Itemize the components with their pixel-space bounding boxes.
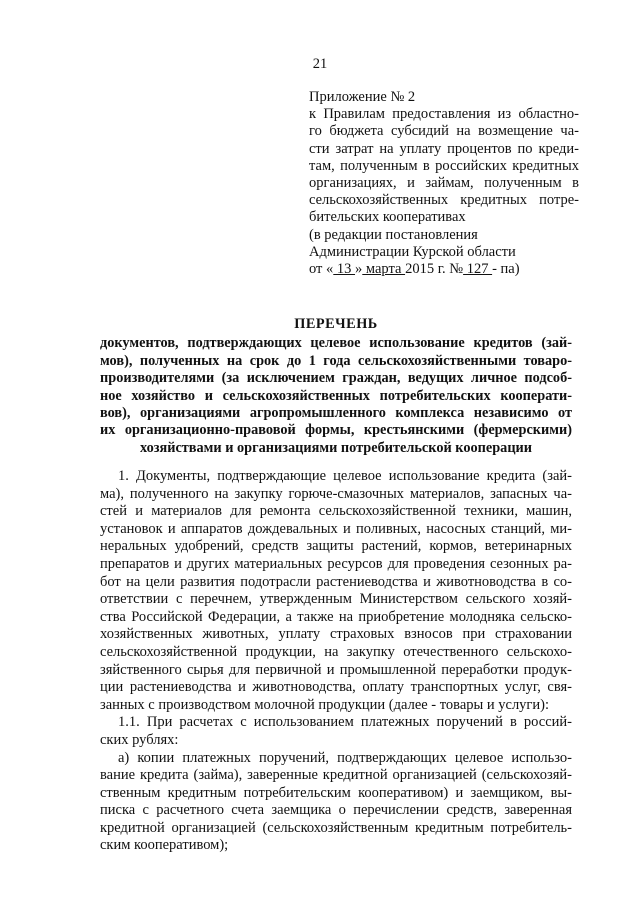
body-line: хозяйственных животных, уплату страховых взносов при страховании (100, 626, 572, 643)
body-line: ства Российской Федерации, а также на приобретение молодняка сельско- (100, 608, 572, 625)
annex-line: организациях, и займам, полученным в (309, 175, 579, 192)
annex-header (309, 89, 579, 278)
body-line: ственным кредитным потребительским кооперативом) и заемщиком, вы- (100, 784, 572, 801)
title-heading: ПЕРЕЧЕНЬ (294, 316, 378, 332)
page-number: 21 (312, 56, 328, 72)
annex-date-line (309, 261, 579, 278)
body-line: 1. Документы, подтверждающие целевое использование кредита (зай- (118, 468, 572, 484)
body-line: бот на цели развития подотрасли растениеводства и животноводства в со- (100, 573, 572, 590)
annex-date-year: 2015 г. № (405, 261, 464, 278)
annex-line: го бюджета субсидий на возмещение ча- (309, 123, 579, 140)
title-line: производителями (за исключением граждан, ведущих личное подсоб- (100, 370, 572, 387)
annex-line: к Правилам предоставления из областно- (309, 106, 579, 123)
body-line: ции растениеводства и животноводства, оплату транспортных услуг, свя- (100, 679, 572, 696)
body-line: а) копии платежных поручений, подтверждающих целевое использо- (118, 749, 572, 766)
annex-line: сельскохозяйственных кредитных потре- (309, 192, 579, 209)
body-line: сельскохозяйственной продукции, на закупку отечественного сельскохо- (100, 643, 572, 660)
annex-line: сти затрат на уплату процентов по креди- (309, 140, 579, 157)
body-line: стей и материалов для ремонта сельскохозяйственной техники, машин, (100, 503, 572, 520)
title-line: их организационно-правовой формы, крестьянскими (фермерскими) (100, 422, 572, 439)
body-line: зяйственного сырья для первичной и промышленной переработки продук- (100, 661, 572, 678)
annex-line: Администрации Курской области (309, 243, 516, 260)
annex-line: бительских кооперативах (309, 209, 466, 226)
title-line: мов), полученных на срок до 1 года сельскохозяйственными товаро- (100, 352, 572, 369)
annex-line: там, полученным в российских кредитных (309, 157, 579, 174)
document-title (100, 316, 572, 457)
body-line: кредитной организацией (сельскохозяйственным кредитным потребитель- (100, 819, 572, 836)
title-line: хозяйствами и организациями потребительской кооперации (139, 439, 533, 456)
body-line: занных с производством молочной продукции (далее - товары и услуги): (100, 696, 549, 713)
annex-date-sep: » (355, 261, 363, 278)
body-line: установок и аппаратов дождевальных и поливных, насосных станций, ми- (100, 520, 572, 537)
annex-date-day: 13 (333, 261, 356, 278)
body-line: ским кооперативом); (100, 837, 229, 854)
annex-date-prefix: от « (309, 261, 334, 278)
body-line: писка с расчетного счета заемщика о перечислении средств, заверенная (100, 802, 572, 819)
title-line: документов, подтверждающих целевое использование кредитов (зай- (100, 335, 572, 352)
annex-decree-number: 127 (463, 261, 493, 278)
annex-line: Приложение № 2 (309, 89, 416, 105)
body-line: ских рублях: (100, 731, 179, 748)
document-body (100, 468, 572, 855)
body-line: неральных удобрений, средств защиты растений, кормов, ветеринарных (100, 538, 572, 555)
annex-line: (в редакции постановления (309, 226, 478, 243)
title-line: ное хозяйство и сельскохозяйственных потребительских кооперати- (100, 387, 572, 404)
annex-date-month: марта (362, 261, 406, 278)
annex-date-suffix: - па) (492, 261, 520, 278)
body-line: препаратов и других материальных ресурсов для проведения сезонных ра- (100, 555, 572, 572)
body-line: вание кредита (займа), заверенные кредитной организацией (сельскохозяй- (100, 767, 572, 784)
body-line: ма), полученного на закупку горюче-смазочных материалов, запасных ча- (100, 485, 572, 502)
body-line: 1.1. При расчетах с использованием платежных поручений в россий- (118, 714, 572, 731)
title-line: вов), организациями агропромышленного комплекса независимо от (100, 405, 572, 422)
body-line: ответствии с перечнем, утвержденным Министерством сельского хозяй- (100, 591, 572, 608)
